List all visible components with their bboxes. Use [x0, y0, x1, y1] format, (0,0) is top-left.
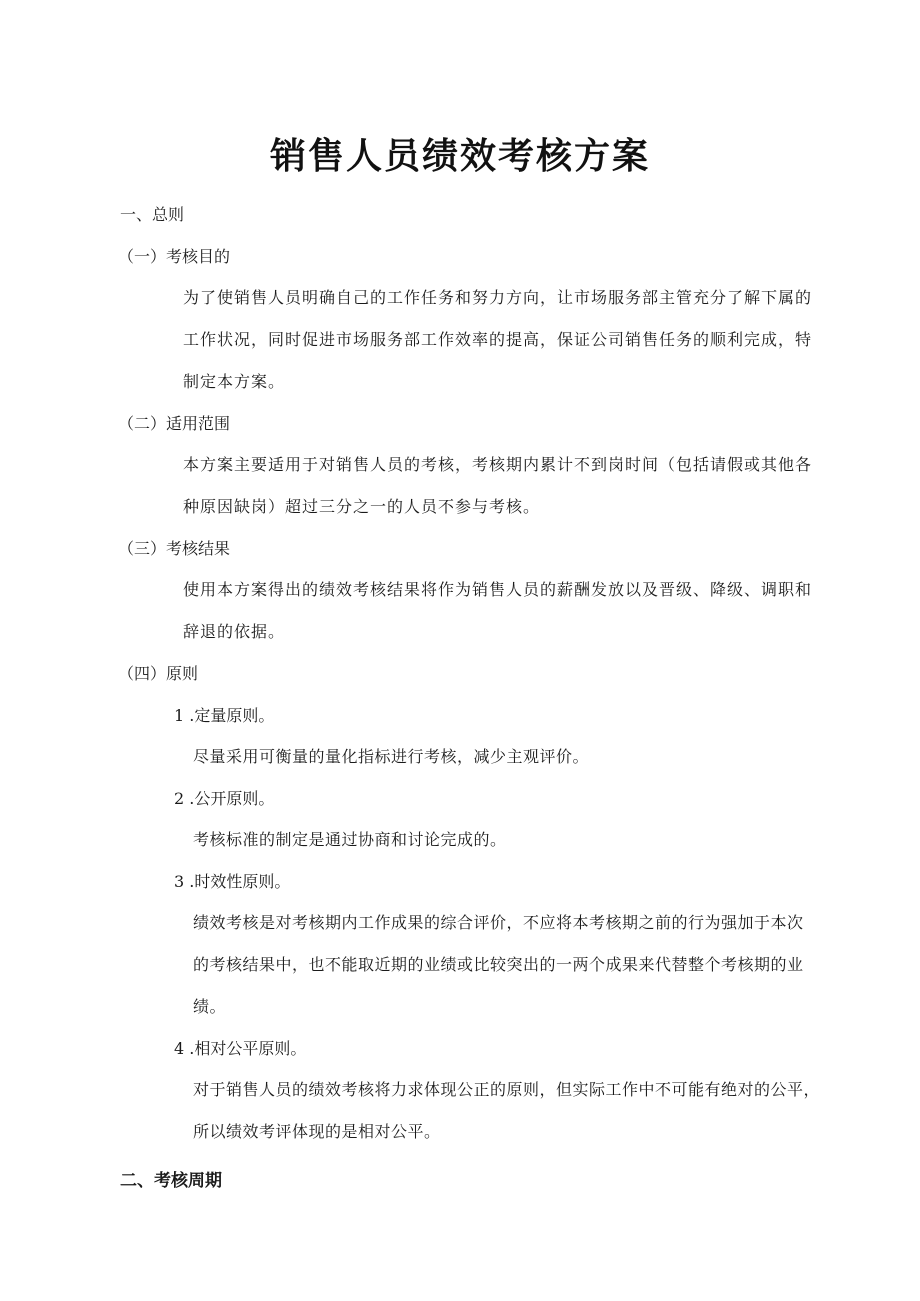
principle-item-label: 3 .时效性原则。 — [174, 872, 291, 891]
paragraph-line: 制定本方案。 — [183, 372, 286, 391]
section-heading-general: 一、总则 — [120, 205, 185, 224]
paragraph-line: 辞退的依据。 — [183, 622, 286, 641]
subsection-heading-purpose: （一）考核目的 — [118, 247, 231, 266]
principle-item-text: 考核标准的制定是通过协商和讨论完成的。 — [193, 830, 507, 849]
principle-item-text: 尽量采用可衡量的量化指标进行考核，减少主观评价。 — [193, 747, 590, 766]
principle-item-label: 4 .相对公平原则。 — [174, 1039, 307, 1058]
paragraph-line: 种原因缺岗）超过三分之一的人员不参与考核。 — [183, 497, 541, 516]
subsection-heading-results: （三）考核结果 — [118, 539, 231, 558]
principle-item-text: 绩效考核是对考核期内工作成果的综合评价，不应将本考核期之前的行为强加于本次 — [193, 913, 804, 932]
principle-item-text: 的考核结果中，也不能取近期的业绩或比较突出的一两个成果来代替整个考核期的业 — [193, 955, 804, 974]
principle-item-text: 所以绩效考评体现的是相对公平。 — [193, 1122, 441, 1141]
document-title: 销售人员绩效考核方案 — [269, 136, 650, 177]
paragraph-line: 工作状况，同时促进市场服务部工作效率的提高，保证公司销售任务的顺利完成，特 — [183, 330, 813, 349]
subsection-heading-scope: （二）适用范围 — [118, 414, 231, 433]
principle-item-text: 对于销售人员的绩效考核将力求体现公正的原则，但实际工作中不可能有绝对的公平， — [193, 1080, 821, 1099]
paragraph-line: 本方案主要适用于对销售人员的考核，考核期内累计不到岗时间（包括请假或其他各 — [183, 455, 813, 474]
paragraph-line: 使用本方案得出的绩效考核结果将作为销售人员的薪酬发放以及晋级、降级、调职和 — [183, 580, 813, 599]
paragraph-line: 为了使销售人员明确自己的工作任务和努力方向，让市场服务部主管充分了解下属的 — [183, 288, 813, 307]
section-heading-cycle: 二、考核周期 — [120, 1171, 222, 1191]
principle-item-label: 2 .公开原则。 — [174, 789, 275, 808]
principle-item-label: 1 .定量原则。 — [174, 706, 275, 725]
principle-item-text: 绩。 — [193, 997, 227, 1016]
subsection-heading-principles: （四）原则 — [118, 664, 199, 683]
